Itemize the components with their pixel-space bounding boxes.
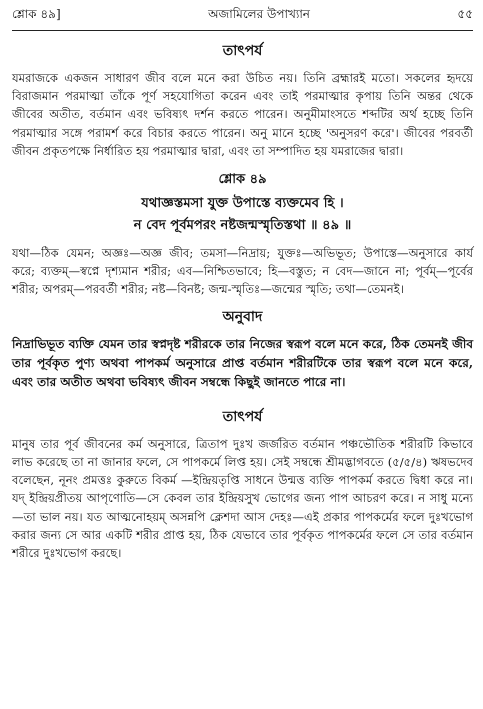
header-rule [12, 30, 473, 31]
translation-paragraph: নিদ্রাভিভূত ব্যক্তি যেমন তার স্বপ্নদৃষ্ট শরীরকে তার নিজের স্বরূপ বলে মনে করে, ঠিক তেমনই জীব তার পূর্বকৃত পুণ্য অথবা পাপকর্ম অনুসারে প্রাপ্ত বর্তমান শরীরটিকে তার স্বরূপ বলে মনে করে, এবং তার অতীত অথবা ভবিষ্যৎ জীবন সম্বন্ধে কিছুই জানতে পারে না। [12, 336, 473, 390]
purport-paragraph-2: মানুষ তার পূর্ব জীবনের কর্ম অনুসারে, ত্রিতাপ দুঃখ জর্জরিত বর্তমান পঞ্চভৌতিক শরীরটি কিভাবে লাভ করেছে তা না জানার ফলে, সে পাপকর্মে লিপ্ত হয়। সেই সম্বন্ধে শ্রীমদ্ভাগবতে (৫/৫/৪) ঋষভদেব বলেছেন, নূনং প্রমত্তঃ কুরুতে বিকর্ম —ইন্দ্রিয়তৃপ্তি সাধনে উন্মত্ত ব্যক্তি পাপকর্ম করতে দ্বিধা করে না। যদ্ ইন্দ্রিয়প্রীতয় আপৃণোতি—সে কেবল তার ইন্দ্রিয়সুখ ভোগের জন্য পাপ আচরণ করে। ন সাধু মন্যে—তা ভাল নয়। যত আত্মনোহয়ম্ অসন্নপি ক্লেশদা আস দেহঃ—এই প্রকার পাপকর্মের ফলে দুঃখভোগ করার জন্য সে আর একটি শরীর প্রাপ্ত হয়, ঠিক যেভাবে তার পূর্বকৃত পাপকর্মের ফলে সে তার বর্তমান শরীরে দুঃখভোগ করছে। [12, 436, 473, 561]
chapter-title: অজামিলের উপাখ্যান [208, 7, 310, 21]
verse-label: শ্লোক ৪৯ [218, 172, 267, 188]
translation-heading: অনুবাদ [222, 308, 263, 325]
verse-line-2: ন বেদ পূর্বমপরং নষ্টজন্মস্মৃতিস্তথা ॥ ৪৯ ॥ [133, 218, 352, 234]
verse-reference: শ্লোক ৪৯] [12, 7, 61, 21]
purport-paragraph: যমরাজকে একজন সাধারণ জীব বলে মনে করা উচিত নয়। তিনি ব্রহ্মারই মতো। সকলের হৃদয়ে বিরাজমান পরমাত্মা তাঁকে পূর্ণ সহযোগিতা করেন এবং তাই পরমাত্মার কৃপায় তিনি অন্তর থেকে জীবের অতীত, বর্তমান এবং ভবিষ্যৎ দর্শন করতে পারেন। অনুমীমাংসতে শব্দটির অর্থ হচ্ছে তিনি পরমাত্মার সঙ্গে পরামর্শ করে বিচার করতে পারেন। অনু মানে হচ্ছে 'অনুসরণ করে'। জীবের পরবর্তী জীবন প্রকৃতপক্ষে নির্ধারিত হয় পরমাত্মার দ্বারা, এবং তা সম্পাদিত হয় যমরাজের দ্বারা। [12, 71, 473, 158]
page-number: ৫৫ [457, 7, 473, 21]
synonyms-paragraph: যথা—ঠিক যেমন; অজ্ঞঃ—অজ্ঞ জীব; তমসা—নিদ্রায়; যুক্তঃ—অভিভূত; উপাস্তে—অনুসারে কার্য করে; ব্যক্তম্—স্বপ্নে দৃশ্যমান শরীর; এব—নিশ্চিতভাবে; হি—বস্তুত; ন বেদ—জানে না; পূর্বম্—পূর্বের শরীর; অপরম্—পরবর্তী শরীর; নষ্ট—বিনষ্ট; জন্ম-স্মৃতিঃ—জন্মের স্মৃতি; তথা—তেমনই। [12, 246, 473, 297]
purport-heading: তাৎপর্য [222, 43, 263, 59]
verse-line-1: যথাজ্ঞস্তমসা যুক্ত উপাস্তে ব্যক্তমেব হি । [141, 196, 344, 212]
page-header [12, 6, 473, 26]
purport-heading-2: তাৎপর্য [222, 408, 263, 425]
